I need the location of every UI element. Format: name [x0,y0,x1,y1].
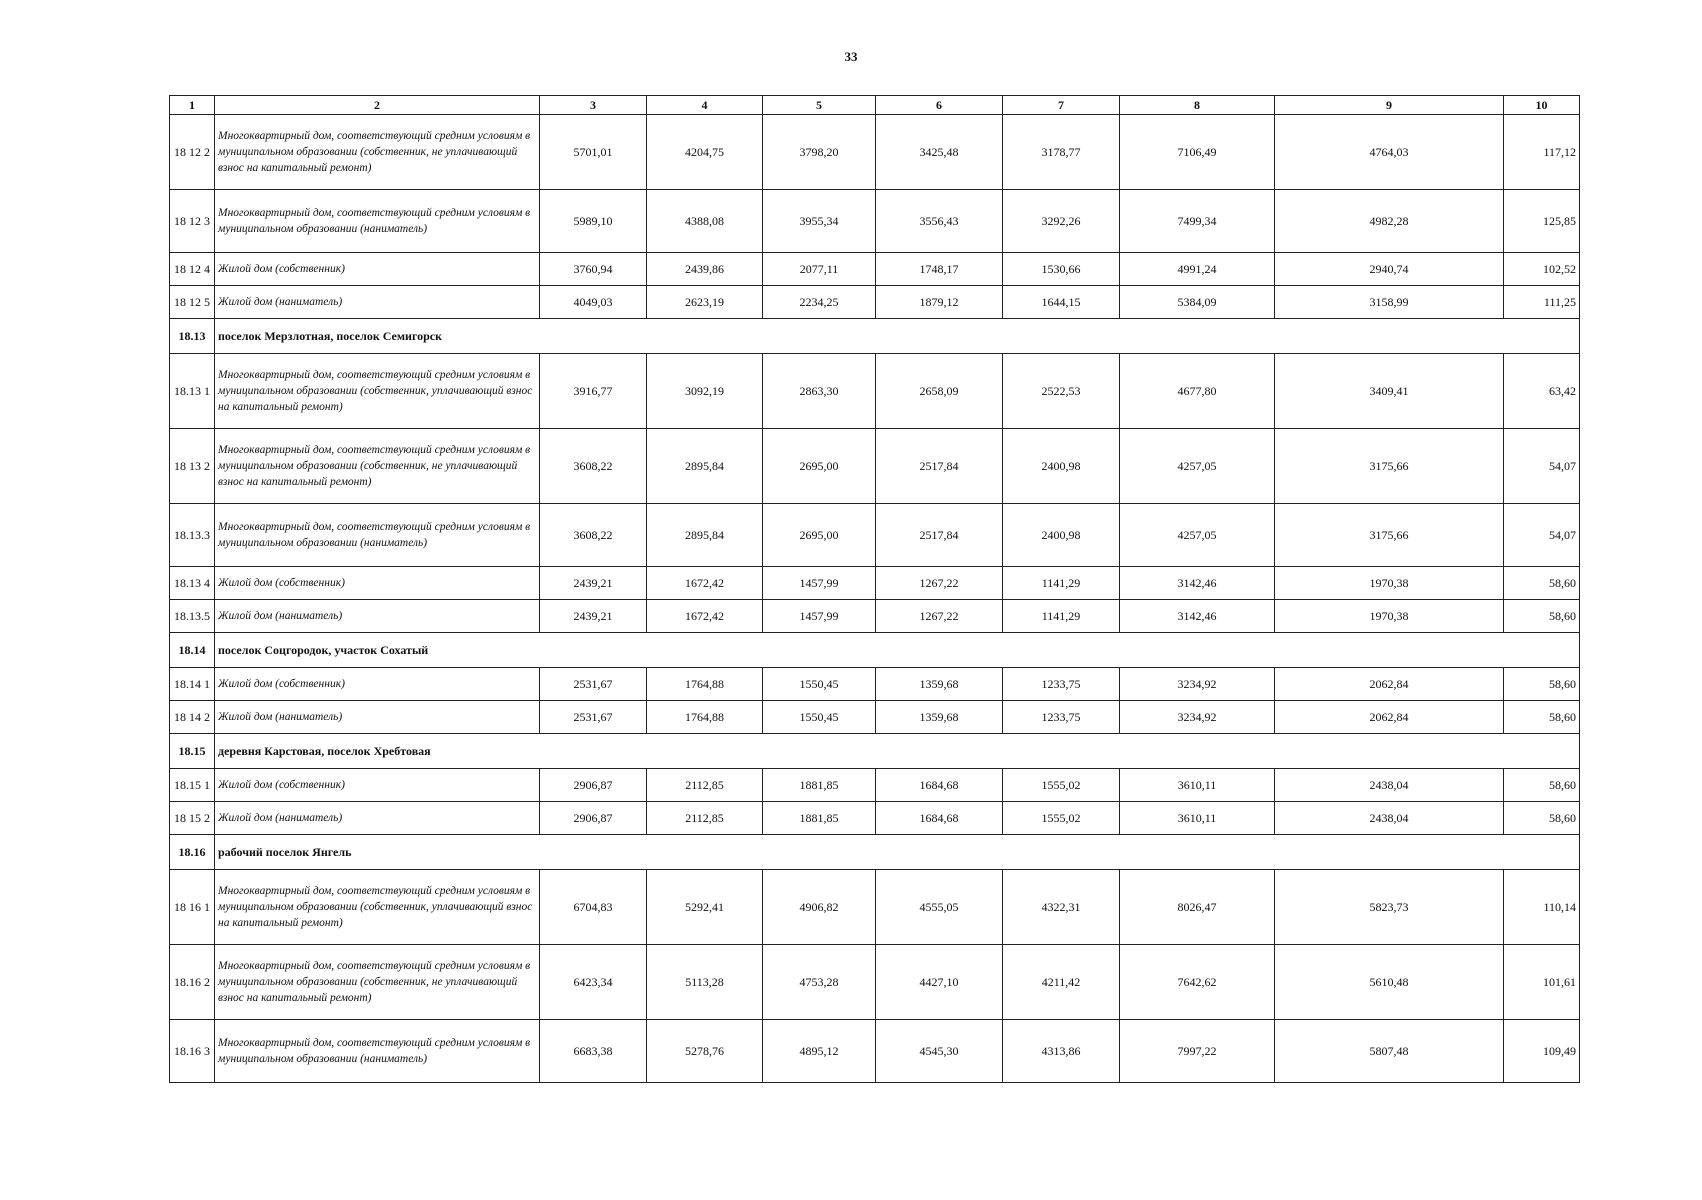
row-description: Многоквартирный дом, соответствующий средним условиям в муниципальном образовании (собственник, уплачивающий взнос на капитальный ремонт) [215,870,540,945]
table-row [170,253,1580,286]
table-row [170,429,1580,504]
value-cell: 4555,05 [876,870,1003,945]
header-cell: 2 [215,96,540,115]
header-cell: 1 [170,96,215,115]
value-cell: 3178,77 [1003,115,1120,190]
value-cell: 2400,98 [1003,504,1120,567]
value-cell: 58,60 [1504,668,1580,701]
header-cell: 3 [540,96,647,115]
value-cell: 5807,48 [1275,1020,1504,1083]
value-cell: 2077,11 [763,253,876,286]
row-code: 18 12 5 [170,286,215,319]
table-row [170,1020,1580,1083]
value-cell: 3608,22 [540,504,647,567]
value-cell: 1672,42 [647,600,763,633]
value-cell: 4257,05 [1120,429,1275,504]
value-cell: 4204,75 [647,115,763,190]
value-cell: 102,52 [1504,253,1580,286]
value-cell: 4257,05 [1120,504,1275,567]
value-cell: 4388,08 [647,190,763,253]
value-cell: 3409,41 [1275,354,1504,429]
value-cell: 4427,10 [876,945,1003,1020]
value-cell: 5610,48 [1275,945,1504,1020]
value-cell: 1267,22 [876,600,1003,633]
value-cell: 6704,83 [540,870,647,945]
value-cell: 58,60 [1504,701,1580,734]
section-name: рабочий поселок Янгель [215,835,1580,870]
value-cell: 3610,11 [1120,802,1275,835]
value-cell: 3158,99 [1275,286,1504,319]
row-code: 18 12 4 [170,253,215,286]
section-row [170,319,1580,354]
table-row [170,668,1580,701]
value-cell: 5989,10 [540,190,647,253]
row-description: Жилой дом (собственник) [215,253,540,286]
value-cell: 2439,86 [647,253,763,286]
value-cell: 3092,19 [647,354,763,429]
value-cell: 58,60 [1504,802,1580,835]
value-cell: 58,60 [1504,600,1580,633]
value-cell: 1748,17 [876,253,1003,286]
value-cell: 2906,87 [540,802,647,835]
value-cell: 1684,68 [876,769,1003,802]
value-cell: 5384,09 [1120,286,1275,319]
table-row [170,701,1580,734]
header-cell: 5 [763,96,876,115]
value-cell: 3955,34 [763,190,876,253]
value-cell: 2531,67 [540,701,647,734]
row-code: 18 15 2 [170,802,215,835]
table-row [170,190,1580,253]
row-code: 18.13 1 [170,354,215,429]
value-cell: 1141,29 [1003,600,1120,633]
row-description: Жилой дом (наниматель) [215,286,540,319]
value-cell: 2234,25 [763,286,876,319]
row-description: Жилой дом (наниматель) [215,701,540,734]
value-cell: 3175,66 [1275,504,1504,567]
value-cell: 3234,92 [1120,701,1275,734]
value-cell: 2623,19 [647,286,763,319]
row-description: Жилой дом (собственник) [215,668,540,701]
value-cell: 58,60 [1504,769,1580,802]
row-code: 18.16 2 [170,945,215,1020]
value-cell: 2438,04 [1275,769,1504,802]
value-cell: 5278,76 [647,1020,763,1083]
row-description: Многоквартирный дом, соответствующий средним условиям в муниципальном образовании (наниматель) [215,504,540,567]
row-code: 18 14 2 [170,701,215,734]
value-cell: 3916,77 [540,354,647,429]
row-description: Жилой дом (собственник) [215,567,540,600]
value-cell: 2062,84 [1275,701,1504,734]
value-cell: 3798,20 [763,115,876,190]
value-cell: 8026,47 [1120,870,1275,945]
row-description: Многоквартирный дом, соответствующий средним условиям в муниципальном образовании (собственник, не уплачивающий взнос на капитальный ремонт) [215,115,540,190]
value-cell: 1555,02 [1003,769,1120,802]
header-cell: 10 [1504,96,1580,115]
value-cell: 1141,29 [1003,567,1120,600]
value-cell: 3142,46 [1120,600,1275,633]
section-name: поселок Соцгородок, участок Сохатый [215,633,1580,668]
row-code: 18 12 2 [170,115,215,190]
section-code: 18.13 [170,319,215,354]
value-cell: 2439,21 [540,567,647,600]
row-code: 18 12 3 [170,190,215,253]
page-number: 33 [844,49,858,64]
value-cell: 2863,30 [763,354,876,429]
row-description: Многоквартирный дом, соответствующий средним условиям в муниципальном образовании (собственник, не уплачивающий взнос на капитальный ремонт) [215,945,540,1020]
value-cell: 1970,38 [1275,567,1504,600]
value-cell: 3556,43 [876,190,1003,253]
row-code: 18.14 1 [170,668,215,701]
value-cell: 1672,42 [647,567,763,600]
value-cell: 117,12 [1504,115,1580,190]
value-cell: 6683,38 [540,1020,647,1083]
value-cell: 2522,53 [1003,354,1120,429]
table-row [170,769,1580,802]
table-row [170,286,1580,319]
value-cell: 1879,12 [876,286,1003,319]
value-cell: 1684,68 [876,802,1003,835]
value-cell: 6423,34 [540,945,647,1020]
value-cell: 2895,84 [647,429,763,504]
value-cell: 4906,82 [763,870,876,945]
value-cell: 3142,46 [1120,567,1275,600]
value-cell: 3292,26 [1003,190,1120,253]
value-cell: 63,42 [1504,354,1580,429]
header-cell: 7 [1003,96,1120,115]
value-cell: 4545,30 [876,1020,1003,1083]
value-cell: 1764,88 [647,668,763,701]
value-cell: 54,07 [1504,504,1580,567]
value-cell: 2112,85 [647,802,763,835]
row-code: 18.13.3 [170,504,215,567]
section-row [170,835,1580,870]
value-cell: 4211,42 [1003,945,1120,1020]
value-cell: 1764,88 [647,701,763,734]
table-row [170,567,1580,600]
section-row [170,633,1580,668]
value-cell: 1530,66 [1003,253,1120,286]
value-cell: 1555,02 [1003,802,1120,835]
value-cell: 1644,15 [1003,286,1120,319]
section-name: поселок Мерзлотная, поселок Семигорск [215,319,1580,354]
value-cell: 2062,84 [1275,668,1504,701]
section-row [170,734,1580,769]
table-row [170,600,1580,633]
section-code: 18.16 [170,835,215,870]
row-description: Жилой дом (наниматель) [215,802,540,835]
value-cell: 2695,00 [763,429,876,504]
section-name: деревня Карстовая, поселок Хребтовая [215,734,1580,769]
value-cell: 1457,99 [763,567,876,600]
value-cell: 7997,22 [1120,1020,1275,1083]
value-cell: 7106,49 [1120,115,1275,190]
value-cell: 2695,00 [763,504,876,567]
header-row [170,96,1580,115]
tariff-table [169,95,1580,1083]
row-description: Многоквартирный дом, соответствующий средним условиям в муниципальном образовании (наниматель) [215,190,540,253]
value-cell: 3760,94 [540,253,647,286]
value-cell: 101,61 [1504,945,1580,1020]
section-code: 18.15 [170,734,215,769]
row-description: Жилой дом (собственник) [215,769,540,802]
value-cell: 5113,28 [647,945,763,1020]
value-cell: 3175,66 [1275,429,1504,504]
value-cell: 1881,85 [763,769,876,802]
value-cell: 54,07 [1504,429,1580,504]
value-cell: 2439,21 [540,600,647,633]
value-cell: 4753,28 [763,945,876,1020]
value-cell: 1970,38 [1275,600,1504,633]
value-cell: 2906,87 [540,769,647,802]
value-cell: 2438,04 [1275,802,1504,835]
value-cell: 4991,24 [1120,253,1275,286]
value-cell: 2400,98 [1003,429,1120,504]
value-cell: 3425,48 [876,115,1003,190]
row-code: 18.13 4 [170,567,215,600]
row-code: 18.15 1 [170,769,215,802]
table-row [170,870,1580,945]
value-cell: 4895,12 [763,1020,876,1083]
row-description: Многоквартирный дом, соответствующий средним условиям в муниципальном образовании (собственник, не уплачивающий взнос на капитальный ремонт) [215,429,540,504]
header-cell: 6 [876,96,1003,115]
value-cell: 4764,03 [1275,115,1504,190]
row-description: Многоквартирный дом, соответствующий средним условиям в муниципальном образовании (собственник, уплачивающий взнос на капитальный ремонт) [215,354,540,429]
value-cell: 1359,68 [876,701,1003,734]
header-cell: 4 [647,96,763,115]
value-cell: 2531,67 [540,668,647,701]
value-cell: 2940,74 [1275,253,1504,286]
value-cell: 1550,45 [763,701,876,734]
value-cell: 4322,31 [1003,870,1120,945]
value-cell: 4982,28 [1275,190,1504,253]
table-row [170,802,1580,835]
value-cell: 3608,22 [540,429,647,504]
value-cell: 1359,68 [876,668,1003,701]
table-row [170,504,1580,567]
row-code: 18.16 3 [170,1020,215,1083]
value-cell: 58,60 [1504,567,1580,600]
value-cell: 4313,86 [1003,1020,1120,1083]
row-code: 18 13 2 [170,429,215,504]
header-cell: 8 [1120,96,1275,115]
value-cell: 110,14 [1504,870,1580,945]
value-cell: 1550,45 [763,668,876,701]
value-cell: 3234,92 [1120,668,1275,701]
row-code: 18.13.5 [170,600,215,633]
header-cell: 9 [1275,96,1504,115]
value-cell: 111,25 [1504,286,1580,319]
value-cell: 109,49 [1504,1020,1580,1083]
value-cell: 2895,84 [647,504,763,567]
value-cell: 4049,03 [540,286,647,319]
value-cell: 2658,09 [876,354,1003,429]
value-cell: 7499,34 [1120,190,1275,253]
value-cell: 4677,80 [1120,354,1275,429]
value-cell: 2517,84 [876,429,1003,504]
table-body [170,115,1580,1083]
value-cell: 5823,73 [1275,870,1504,945]
value-cell: 5701,01 [540,115,647,190]
value-cell: 1233,75 [1003,701,1120,734]
value-cell: 5292,41 [647,870,763,945]
value-cell: 1881,85 [763,802,876,835]
value-cell: 3610,11 [1120,769,1275,802]
table-row [170,354,1580,429]
table-row [170,115,1580,190]
table-row [170,945,1580,1020]
section-code: 18.14 [170,633,215,668]
value-cell: 2112,85 [647,769,763,802]
value-cell: 2517,84 [876,504,1003,567]
value-cell: 7642,62 [1120,945,1275,1020]
row-description: Многоквартирный дом, соответствующий средним условиям в муниципальном образовании (наниматель) [215,1020,540,1083]
row-description: Жилой дом (наниматель) [215,600,540,633]
value-cell: 1457,99 [763,600,876,633]
value-cell: 125,85 [1504,190,1580,253]
value-cell: 1267,22 [876,567,1003,600]
value-cell: 1233,75 [1003,668,1120,701]
row-code: 18 16 1 [170,870,215,945]
